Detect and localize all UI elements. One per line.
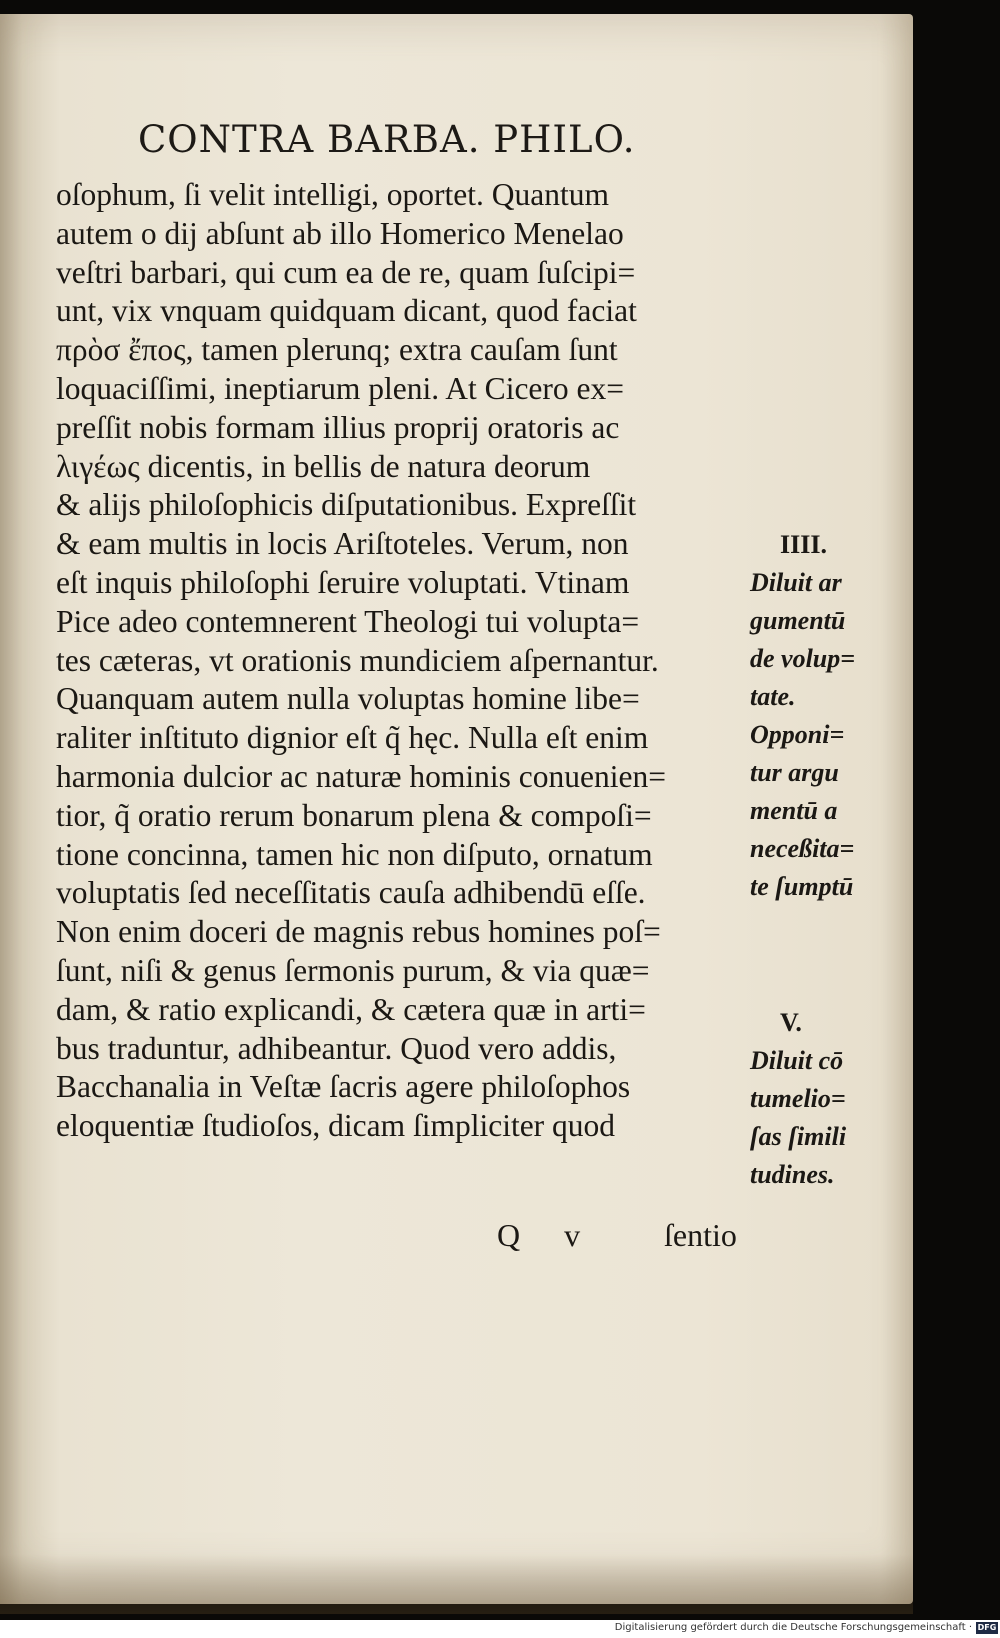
text-line: & eam multis in locis Ariſtoteles. Verum, non <box>56 526 629 562</box>
text-line: voluptatis ſed neceſſitatis cauſa adhibendū eſſe. <box>56 875 646 911</box>
text-line: Pice adeo contemnerent Theologi tui volupta= <box>56 603 640 639</box>
text-line: & alijs philoſophicis diſputationibus. Expreſſit <box>56 487 637 523</box>
marginal-note-2 <box>750 1008 900 1198</box>
marginal-line: tate. <box>750 682 796 711</box>
text-line: ſunt, niſi & genus ſermonis purum, & via quæ= <box>56 952 650 988</box>
marginal-note-1 <box>750 530 900 910</box>
text-line: loquaciſſimi, ineptiarum pleni. At Cicero ex= <box>56 370 625 406</box>
text-line: veſtri barbari, qui cum ea de re, quam ſuſcipi= <box>56 254 636 290</box>
running-title: CONTRA BARBA. PHILO. <box>138 118 636 161</box>
marginal-line: gumentū <box>750 606 846 635</box>
marginal-line: Diluit cō <box>750 1046 844 1075</box>
text-line: eſt inquis philoſophi ſeruire voluptati. Vtinam <box>56 564 630 600</box>
marginal-line: Diluit ar <box>750 568 842 597</box>
text-line: autem o dij abſunt ab illo Homerico Menelao <box>56 215 624 251</box>
marginal-line: tur argu <box>750 758 839 787</box>
text-line: unt, vix vnquam quidquam dicant, quod faciat <box>56 293 637 329</box>
text-line: tes cæteras, vt orationis mundiciem aſpernantur. <box>56 642 659 678</box>
text-line: dam, & ratio explicandi, & cætera quæ in arti= <box>56 991 646 1027</box>
text-line: oſophum, ſi velit intelligi, oportet. Quantum <box>56 177 609 212</box>
marginal-number: IIII. <box>780 530 827 559</box>
marginal-line: ſas ſimili <box>750 1122 847 1151</box>
marginal-line: Opponi= <box>750 720 845 749</box>
marginal-line: tumelio= <box>750 1084 846 1113</box>
text-line: πρὸσ ἔπος, tamen plerunq; extra cauſam ſunt <box>56 332 618 368</box>
catchword: ſentio <box>664 1217 737 1253</box>
dfg-logo-icon: DFG <box>977 1623 997 1632</box>
text-line: Quanquam autem nulla voluptas homine libe= <box>56 681 640 717</box>
text-line: eloquentiæ ſtudioſos, dicam ſimpliciter quod <box>56 1108 616 1144</box>
text-line: preſſit nobis formam illius proprij oratoris ac <box>56 409 620 445</box>
page-bottom-edge <box>0 1554 913 1614</box>
marginal-line: te ſumptū <box>750 872 854 901</box>
text-line: tior, q̃ oratio rerum bonarum plena & compoſi= <box>56 797 652 833</box>
footer-credit: Digitalisierung gefördert durch die Deutsche Forschungsgemeinschaft · <box>614 1622 972 1633</box>
signature-mark: Q v <box>497 1217 599 1253</box>
text-line: raliter inſtituto dignior eſt q̃ hęc. Nulla eſt enim <box>56 720 649 756</box>
marginal-number: V. <box>780 1008 802 1037</box>
marginal-line: tudines. <box>750 1160 835 1189</box>
text-line: Non enim doceri de magnis rebus homines poſ= <box>56 914 661 950</box>
marginal-line: de volup= <box>750 644 856 673</box>
text-line: Bacchanalia in Veſtæ ſacris agere philoſophos <box>56 1069 631 1105</box>
main-text-block <box>56 176 756 1146</box>
book-page <box>0 14 913 1604</box>
text-line: tione concinna, tamen hic non diſputo, ornatum <box>56 836 653 872</box>
text-line: λιγέως dicentis, in bellis de natura deorum <box>56 448 591 484</box>
text-line: bus traduntur, adhibeantur. Quod vero addis, <box>56 1030 617 1066</box>
marginal-line: mentū a <box>750 796 838 825</box>
marginal-line: neceßita= <box>750 834 855 863</box>
text-line: harmonia dulcior ac naturæ hominis conuenien= <box>56 758 666 794</box>
